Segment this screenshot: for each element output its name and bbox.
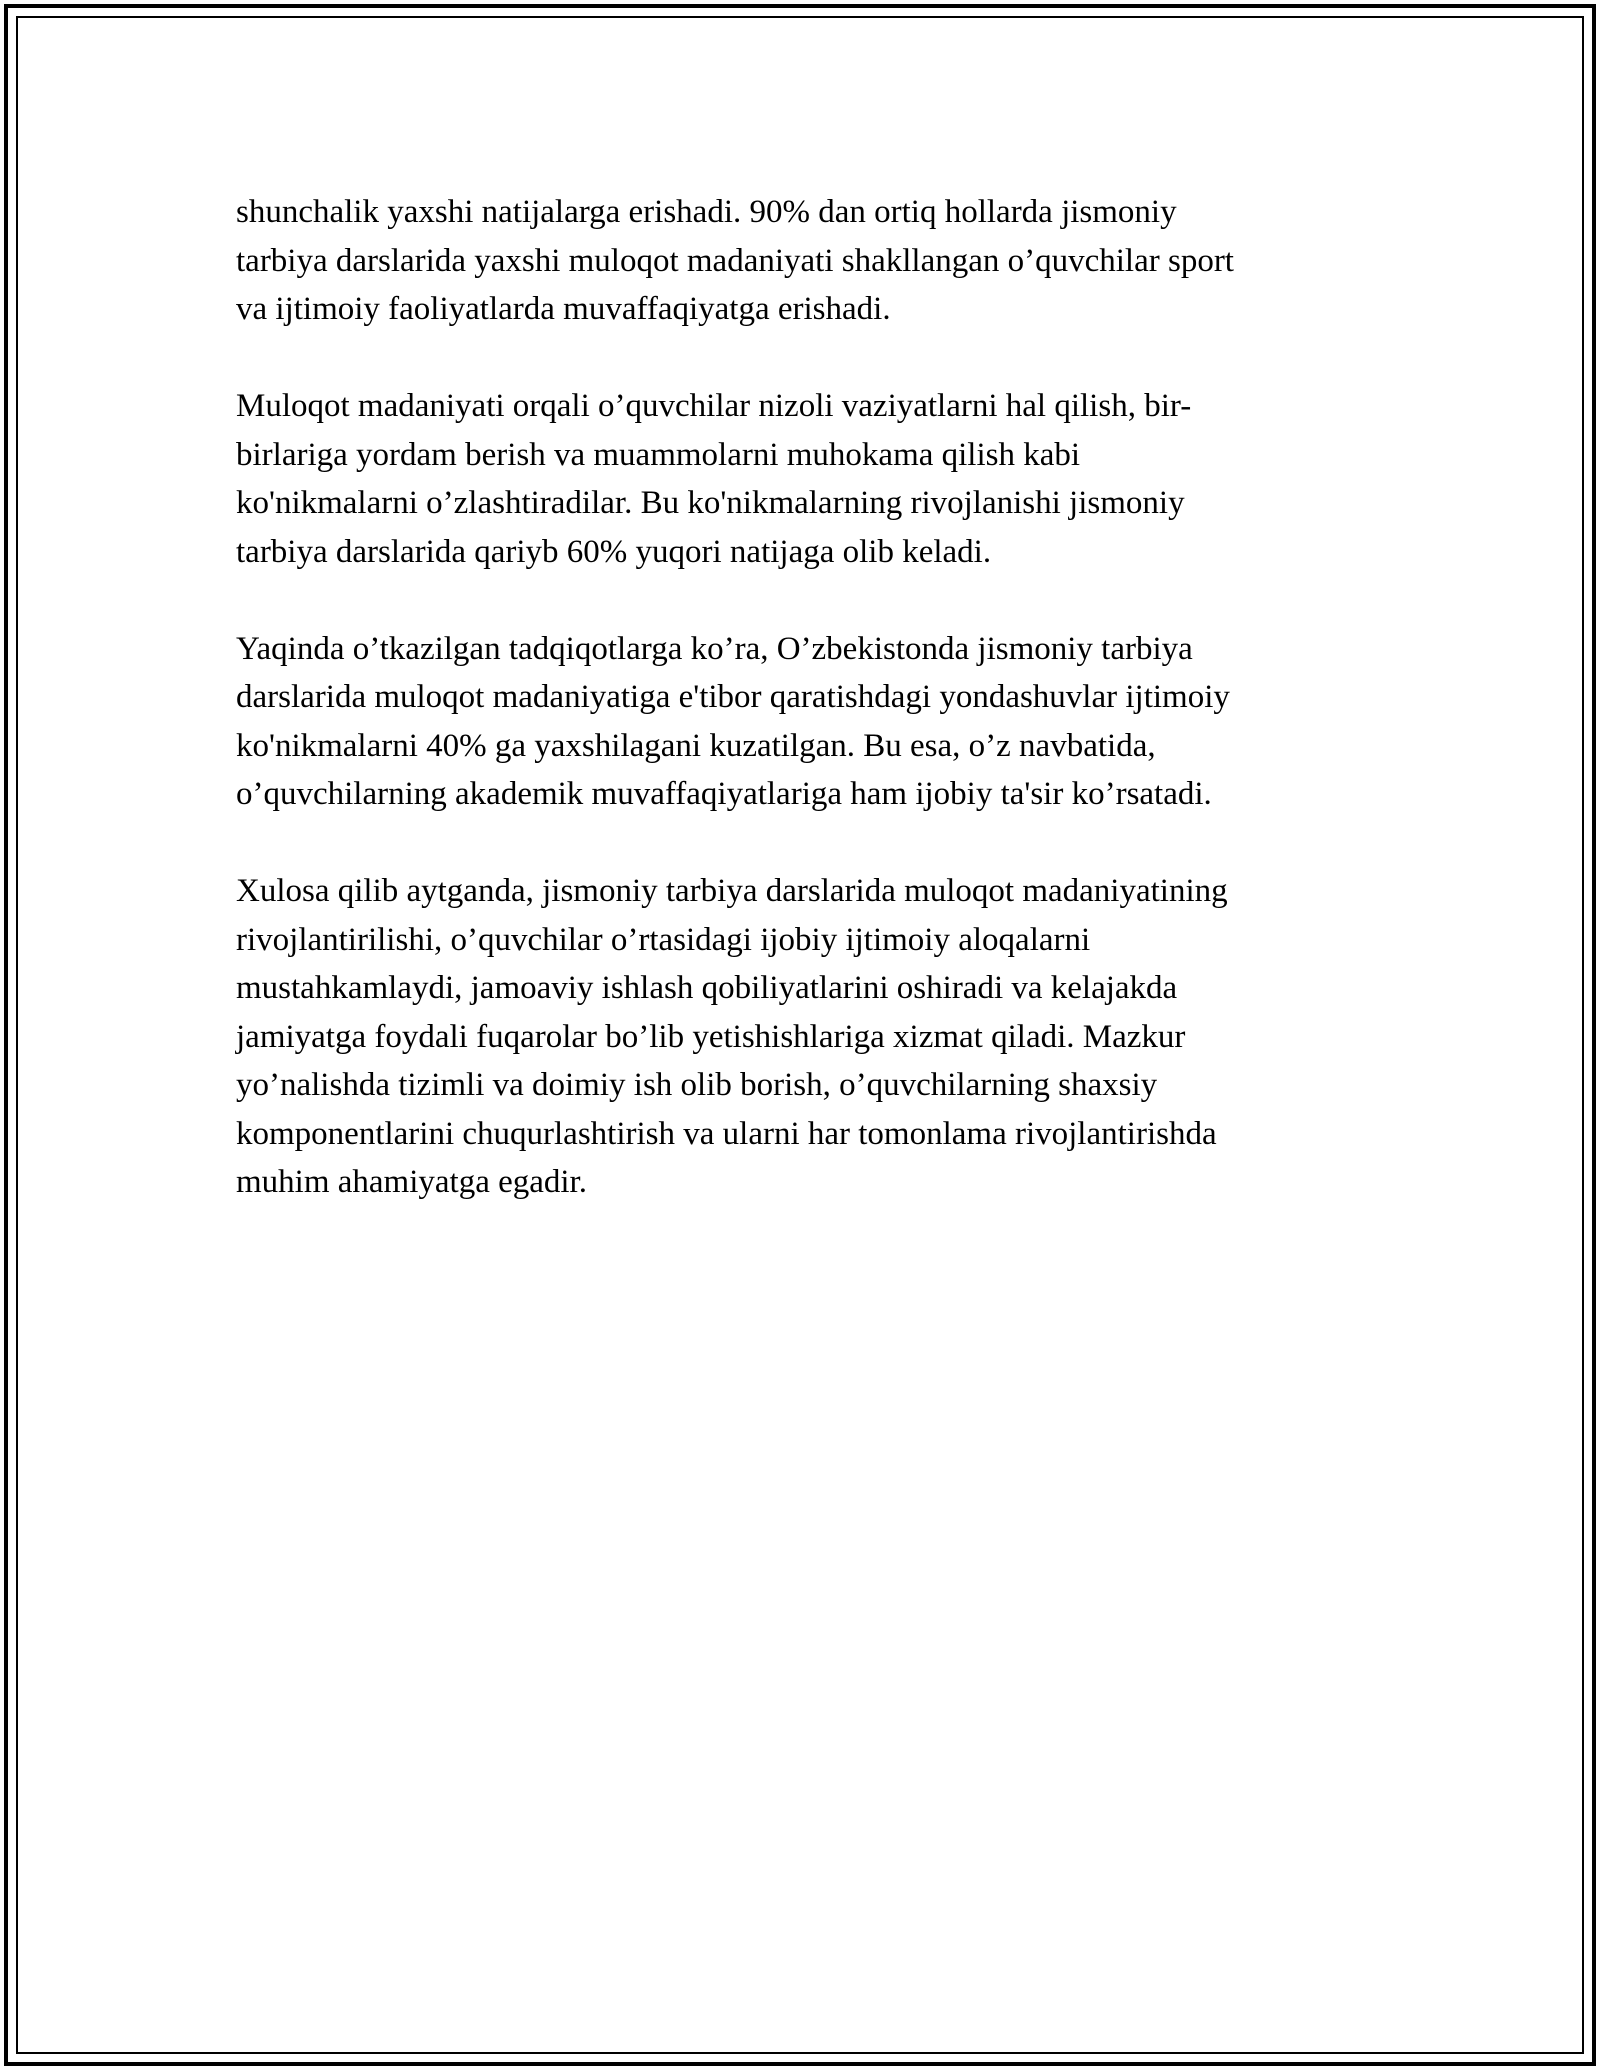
document-body: [236, 188, 1376, 1255]
paragraph-conclusion: Xulosa qilib aytganda, jismoniy tarbiya darslarida muloqot madaniyatining rivojlantirilishi, o’quvchilar o’rtasidagi ijobiy ijtimoiy aloqalarni mustahkamlaydi, jamoaviy ishlash qobiliyatlarini oshiradi va kelajakda jamiyatga foydali fuqarolar bo’lib yetishishlariga xizmat qiladi. Mazkur yo’nalishda tizimli va doimiy ish olib borish, o’quvchilarning shaxsiy komponentlarini chuqurlashtirish va ularni har tomonlama rivojlantirishda muhim ahamiyatga egadir.: [236, 873, 1228, 1200]
paragraph-results: shunchalik yaxshi natijalarga erishadi. 90% dan ortiq hollarda jismoniy tarbiya darslarida yaxshi muloqot madaniyati shakllangan o’quvchilar sport va ijtimoiy faoliyatlarda muvaffaqiyatga erishadi.: [236, 194, 1234, 327]
paragraph-research: Yaqinda o’tkazilgan tadqiqotlarga ko’ra, O’zbekistonda jismoniy tarbiya darslarida muloqot madaniyatiga e'tibor qaratishdagi yondashuvlar ijtimoiy ko'nikmalarni 40% ga yaxshilagani kuzatilgan. Bu esa, o’z navbatida, o’quvchilarning akademik muvaffaqiyatlariga ham ijobiy ta'sir ko’rsatadi.: [236, 630, 1230, 812]
paragraph-communication-skills: Muloqot madaniyati orqali o’quvchilar nizoli vaziyatlarni hal qilish, bir- birlariga yordam berish va muammolarni muhokama qilish kabi ko'nikmalarni o’zlashtiradilar. Bu ko'nikmalarning rivojlanishi jismoniy tarbiya darslarida qariyb 60% yuqori natijaga olib keladi.: [236, 388, 1192, 570]
